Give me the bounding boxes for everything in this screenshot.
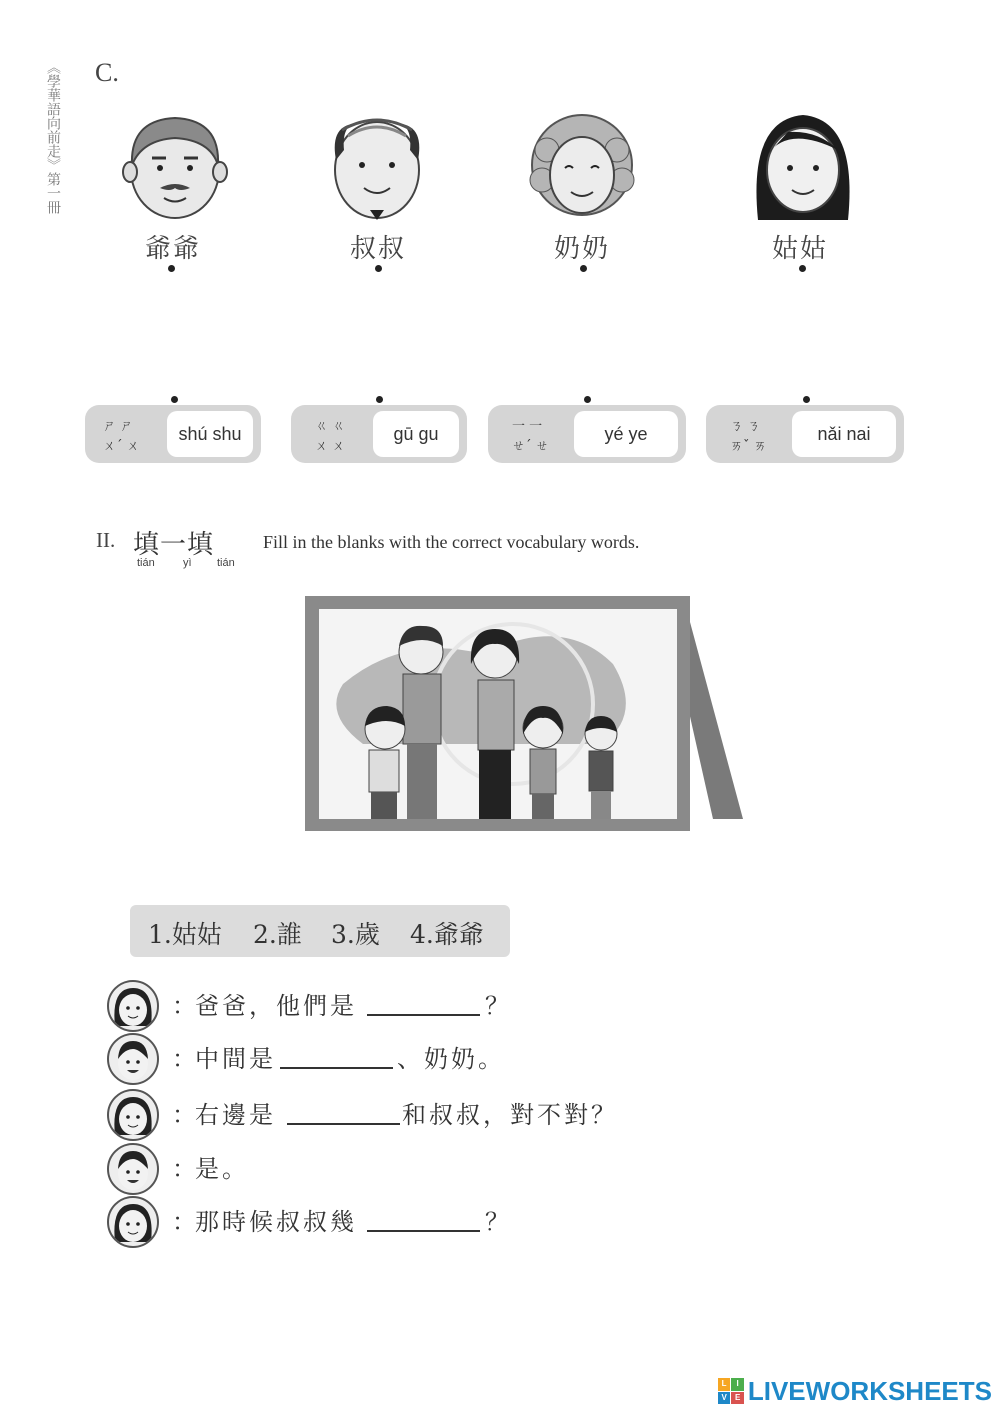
pinyin-card-3 <box>488 405 686 463</box>
colon: ： <box>172 1155 196 1183</box>
aunt-face-icon <box>748 110 858 225</box>
zhuyin-top: 一 一 <box>512 419 543 434</box>
pinyin-card-1 <box>85 405 261 463</box>
dad-avatar-icon <box>107 1033 159 1085</box>
vocab-label-3: 奶奶 <box>553 234 610 264</box>
title-pinyin-3: tián <box>217 557 235 569</box>
grandpa-face-icon <box>120 110 230 225</box>
pinyin-text-3: yé ye <box>574 411 678 457</box>
match-dot-top-4[interactable] <box>799 265 806 272</box>
logo-letter: E <box>731 1392 744 1405</box>
pinyin-text-1: shú shu <box>167 411 253 457</box>
zhuyin-bottom: ㄨˊ ㄨ <box>103 439 140 454</box>
match-dot-top-2[interactable] <box>375 265 382 272</box>
answer-blank-4[interactable] <box>367 1230 480 1232</box>
zhuyin-top: ㄋ ㄋ <box>730 419 761 434</box>
match-dot-top-1[interactable] <box>168 265 175 272</box>
answer-blank-2[interactable] <box>280 1067 393 1069</box>
sentence-before: 那時候叔叔幾 <box>195 1208 357 1236</box>
logo-letter: V <box>718 1392 731 1405</box>
zhuyin-bottom: ㄞˇ ㄞ <box>730 439 767 454</box>
colon: ： <box>172 992 196 1020</box>
sentence-after: 和叔叔，對不對？ <box>402 1101 618 1129</box>
vocab-label-4: 姑姑 <box>771 234 828 264</box>
title-pinyin-1: tián <box>137 557 155 569</box>
sentence-before: 爸爸，他們是 <box>195 992 357 1020</box>
zhuyin-bottom: ㄝˊ ㄝ <box>512 439 549 454</box>
zhuyin-top: ㄍ ㄍ <box>315 419 346 434</box>
sentence-before: 中間是 <box>195 1045 276 1073</box>
section-c-label: C. <box>95 58 119 87</box>
zhuyin-4 <box>714 413 794 455</box>
section-ii-title: 填一填 <box>133 530 215 560</box>
sentence-after: ？ <box>485 1208 512 1236</box>
zhuyin-bottom: ㄨ ㄨ <box>315 439 346 454</box>
match-dot-bottom-4[interactable] <box>803 396 810 403</box>
colon: ： <box>172 1101 196 1129</box>
title-pinyin-2: yì <box>183 557 192 569</box>
liveworksheets-logo-icon <box>718 1378 744 1404</box>
answer-blank-1[interactable] <box>367 1014 480 1016</box>
zhuyin-top: ㄕ ㄕ <box>103 419 134 434</box>
sentence-after: 、奶奶。 <box>397 1045 505 1073</box>
pinyin-card-4 <box>706 405 904 463</box>
sentence-after: ？ <box>485 992 512 1020</box>
pinyin-text-4: nǎi nai <box>792 411 896 457</box>
colon: ： <box>172 1208 196 1236</box>
word-bank-item-1: 1.姑姑 <box>148 920 222 949</box>
girl-avatar-icon <box>107 980 159 1032</box>
answer-blank-3[interactable] <box>287 1123 400 1125</box>
pinyin-text-2: gū gu <box>373 411 459 457</box>
dad-avatar-icon <box>107 1143 159 1195</box>
liveworksheets-logo <box>718 1376 992 1406</box>
zhuyin-3 <box>496 413 576 455</box>
zhuyin-2 <box>299 413 379 455</box>
liveworksheets-logo-text: LIVEWORKSHEETS <box>747 1375 992 1406</box>
girl-avatar-icon <box>107 1196 159 1248</box>
vocab-label-1: 爺爺 <box>144 234 201 264</box>
sentence-before: 是。 <box>195 1155 249 1183</box>
zhuyin-1 <box>93 413 173 455</box>
instruction-text: Fill in the blanks with the correct vocabulary words. <box>263 532 640 552</box>
word-bank-item-2: 2.誰 <box>253 920 302 949</box>
word-bank-item-4: 4.爺爺 <box>410 920 484 949</box>
match-dot-bottom-2[interactable] <box>376 396 383 403</box>
logo-letter: I <box>731 1378 744 1391</box>
girl-avatar-icon <box>107 1089 159 1141</box>
sentence-before: 右邊是 <box>195 1101 276 1129</box>
word-bank <box>130 905 510 957</box>
colon: ： <box>172 1045 196 1073</box>
section-ii-label: II. <box>96 528 116 552</box>
pinyin-card-2 <box>291 405 467 463</box>
vocab-label-2: 叔叔 <box>349 234 406 264</box>
book-title-vertical: 《學華語向前走》第一冊 <box>45 60 61 214</box>
match-dot-bottom-3[interactable] <box>584 396 591 403</box>
uncle-face-icon <box>322 110 432 225</box>
grandma-face-icon <box>527 110 637 225</box>
family-photo-illustration <box>283 594 745 834</box>
match-dot-bottom-1[interactable] <box>171 396 178 403</box>
match-dot-top-3[interactable] <box>580 265 587 272</box>
logo-letter: L <box>718 1378 731 1391</box>
word-bank-item-3: 3.歲 <box>331 920 380 949</box>
